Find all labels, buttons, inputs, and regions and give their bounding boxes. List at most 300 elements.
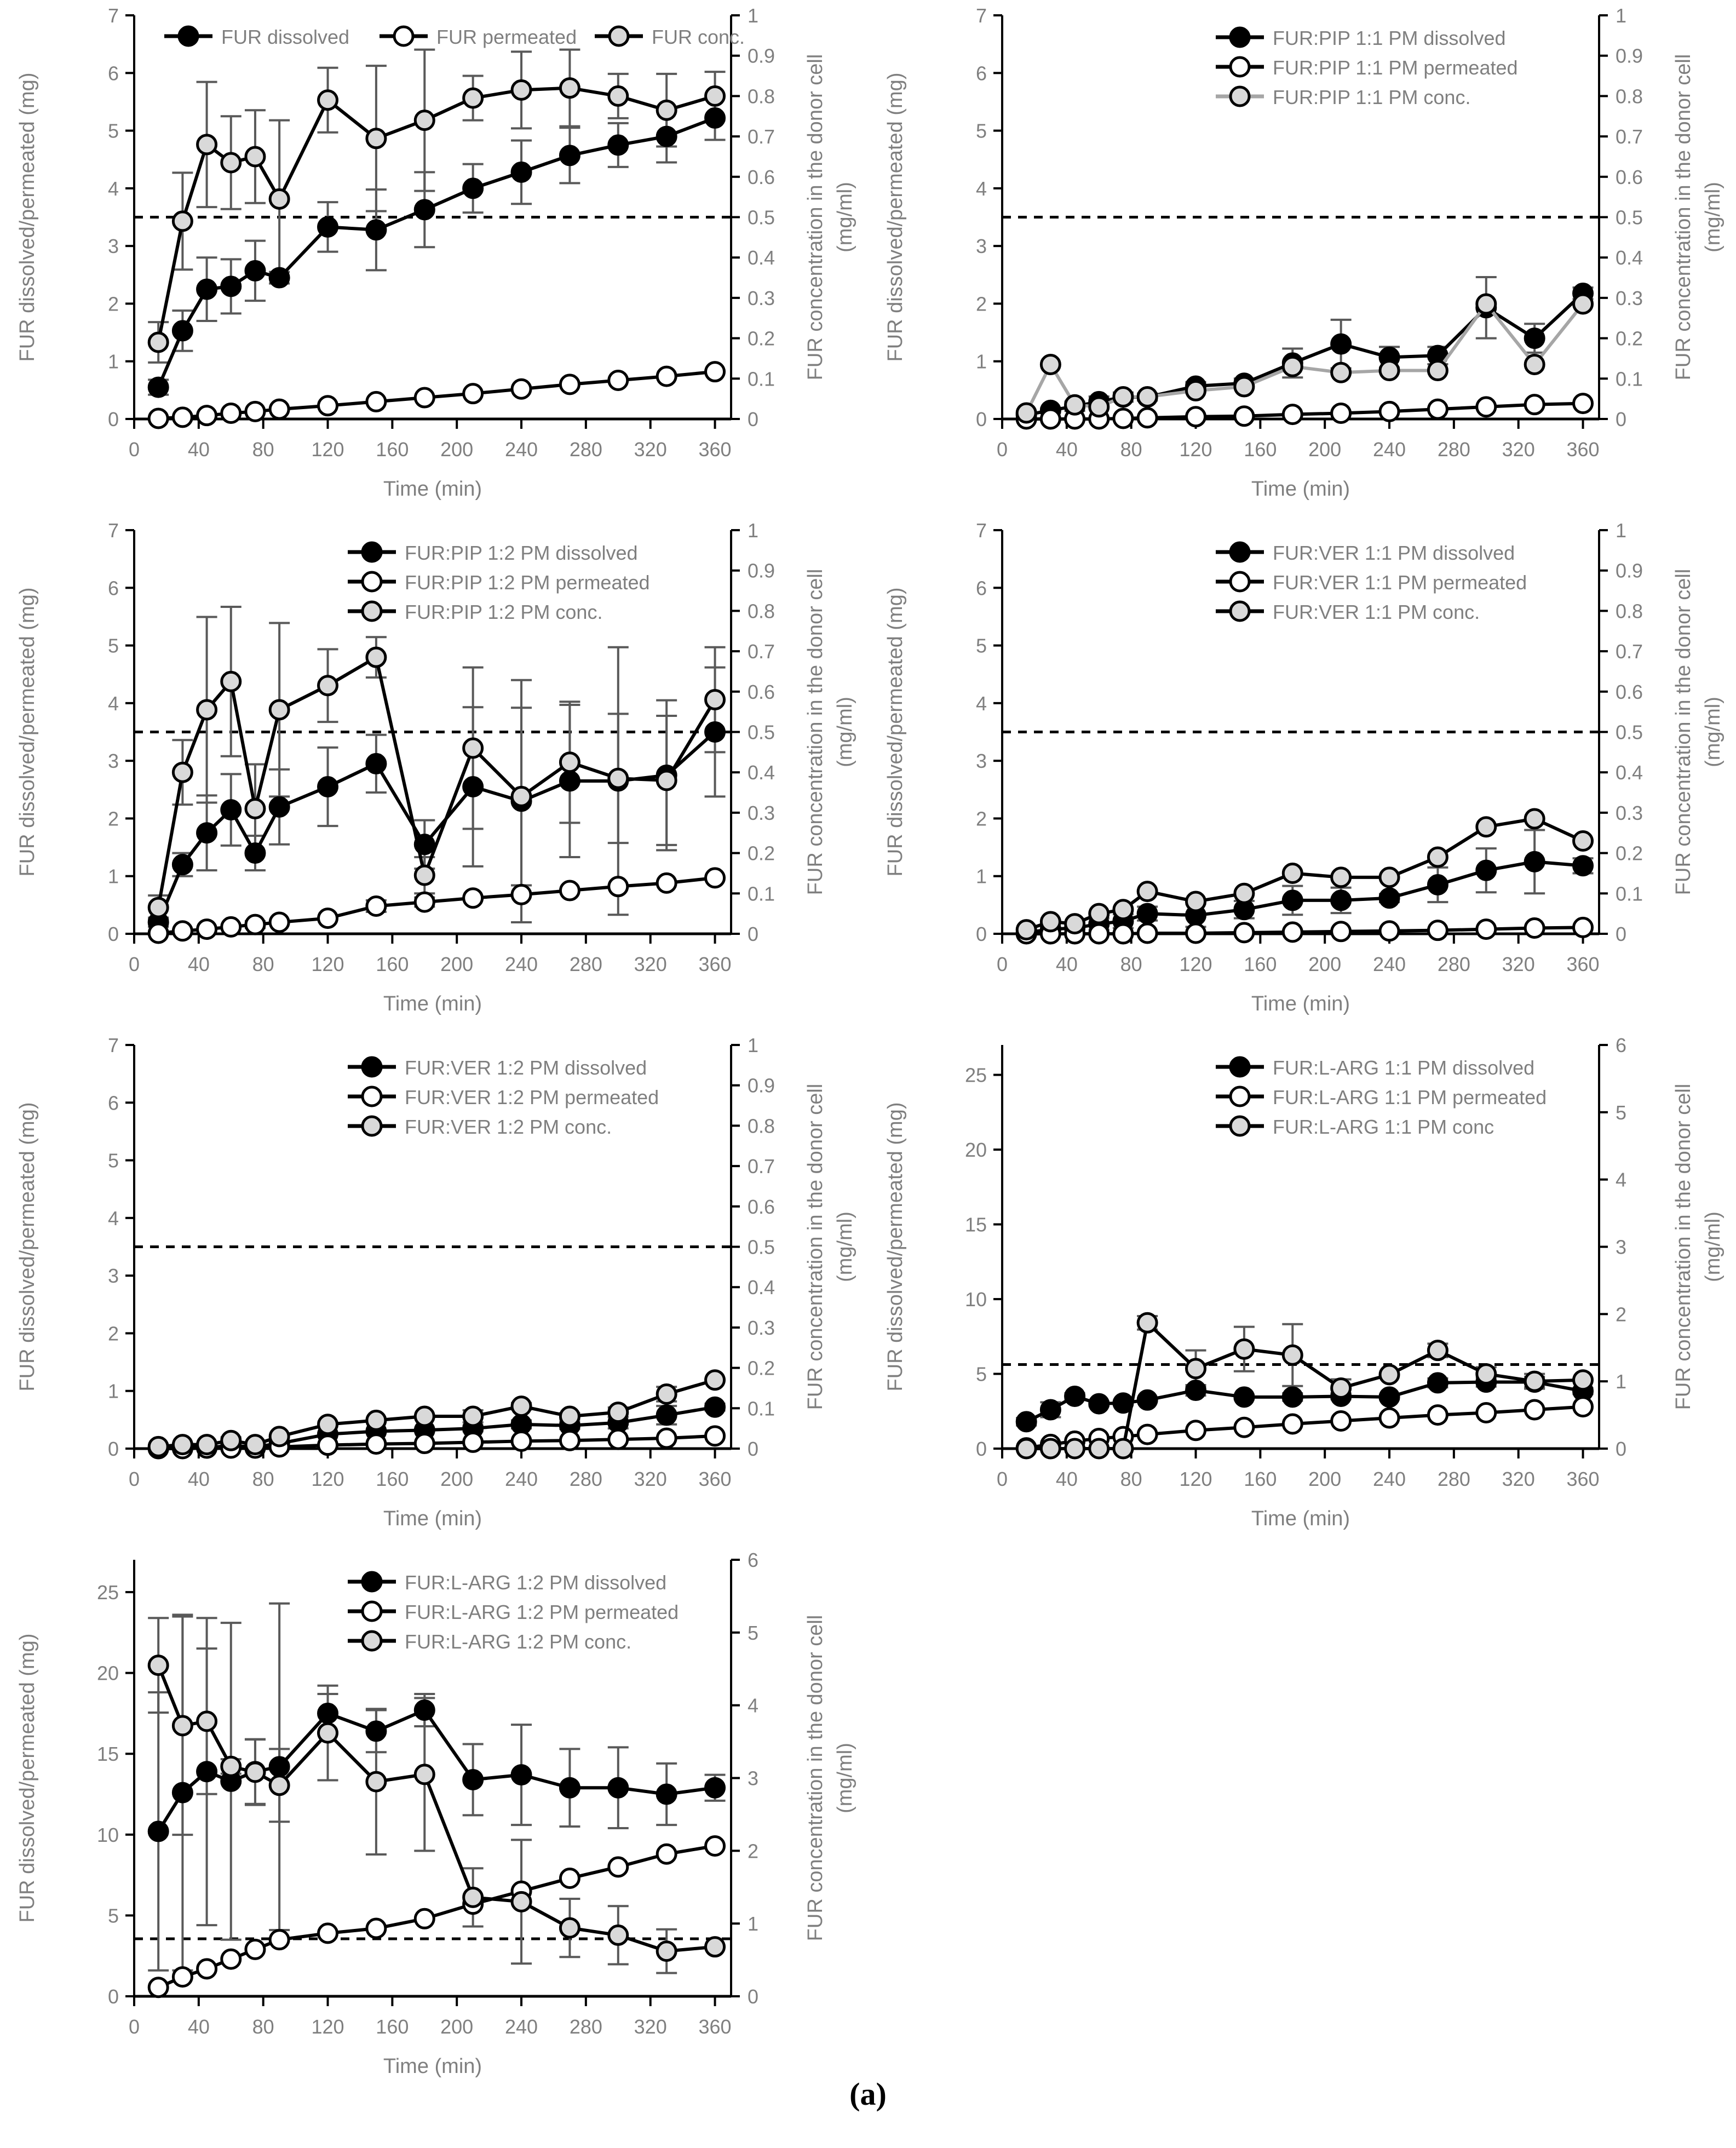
y2-tick-label: 0.6 bbox=[748, 680, 775, 703]
filled-circle-marker bbox=[657, 1785, 676, 1804]
open-circle-marker bbox=[1041, 410, 1060, 428]
open-circle-marker bbox=[367, 392, 386, 411]
gray-circle-marker bbox=[1114, 387, 1133, 406]
gray-circle-marker bbox=[1138, 882, 1157, 901]
y2-tick-label: 0.9 bbox=[748, 559, 775, 582]
gray-circle-marker bbox=[657, 101, 676, 119]
legend-label: FUR:PIP 1:1 PM permeated bbox=[1273, 56, 1518, 79]
filled-circle-marker bbox=[319, 778, 337, 796]
open-circle-marker bbox=[1090, 924, 1108, 943]
y2-tick-label: 0.1 bbox=[1616, 367, 1643, 390]
chart-fur-larg-1-1 bbox=[868, 1030, 1736, 1544]
chart-panel-fur-larg-1-2 bbox=[0, 1544, 868, 2081]
open-circle-marker bbox=[319, 397, 337, 415]
y2-tick-label: 1 bbox=[748, 519, 759, 542]
filled-circle-marker bbox=[1041, 1400, 1060, 1419]
y-tick-label: 3 bbox=[107, 1265, 119, 1288]
open-circle-marker bbox=[149, 924, 168, 943]
open-circle-marker bbox=[1187, 1421, 1205, 1440]
x-tick-label: 360 bbox=[1566, 438, 1600, 461]
open-circle-marker bbox=[149, 1978, 168, 1997]
x-tick-label: 40 bbox=[1055, 953, 1078, 975]
gray-circle-marker bbox=[609, 769, 628, 788]
gray-circle-marker bbox=[1090, 904, 1108, 923]
y2-tick-label: 0.3 bbox=[748, 286, 775, 309]
gray-circle-marker bbox=[1428, 1341, 1447, 1360]
x-tick-label: 80 bbox=[252, 953, 274, 975]
gray-circle-marker bbox=[1477, 818, 1496, 836]
x-tick-label: 0 bbox=[128, 1468, 140, 1490]
filled-circle-marker bbox=[1138, 904, 1157, 923]
series-line bbox=[158, 657, 715, 908]
y-tick-label: 5 bbox=[107, 634, 119, 657]
y2-tick-label: 6 bbox=[748, 1549, 759, 1571]
open-circle-marker bbox=[319, 1436, 337, 1455]
filled-circle-marker bbox=[367, 221, 386, 239]
filled-circle-marker bbox=[173, 321, 192, 340]
open-circle-marker bbox=[367, 1919, 386, 1938]
x-tick-label: 240 bbox=[1372, 1468, 1406, 1490]
y-tick-label: 5 bbox=[107, 119, 119, 142]
series-line bbox=[1026, 862, 1583, 933]
y2-tick-label: 0.6 bbox=[1616, 680, 1643, 703]
gray-circle-marker bbox=[1041, 1439, 1060, 1458]
y2-tick-label: 0.1 bbox=[748, 1397, 775, 1420]
y2-tick-label: 1 bbox=[748, 4, 759, 27]
x-tick-label: 0 bbox=[128, 438, 140, 461]
open-circle-marker bbox=[706, 1836, 725, 1855]
series-line bbox=[158, 878, 715, 933]
legend-label: FUR:PIP 1:1 PM dissolved bbox=[1273, 27, 1506, 49]
filled-circle-marker bbox=[1574, 857, 1593, 875]
open-circle-marker bbox=[1114, 924, 1133, 943]
filled-circle-marker bbox=[464, 179, 482, 198]
y2-tick-label: 2 bbox=[1616, 1303, 1627, 1326]
filled-circle-marker bbox=[149, 378, 168, 397]
x-tick-label: 320 bbox=[634, 2015, 667, 2038]
x-tick-label: 200 bbox=[1308, 1468, 1342, 1490]
open-circle-marker bbox=[1428, 921, 1447, 940]
y-tick-label: 7 bbox=[107, 1034, 119, 1056]
open-circle-marker bbox=[1574, 394, 1593, 413]
filled-circle-marker bbox=[149, 1822, 168, 1841]
open-circle-marker bbox=[270, 913, 289, 932]
x-tick-label: 80 bbox=[1120, 1468, 1142, 1490]
svg-text:(mg/ml): (mg/ml) bbox=[833, 697, 856, 767]
gray-circle-marker bbox=[1066, 395, 1084, 414]
filled-circle-marker bbox=[246, 844, 265, 863]
legend bbox=[1216, 27, 1518, 108]
y-tick-label: 0 bbox=[975, 1438, 987, 1460]
x-tick-label: 160 bbox=[1244, 1468, 1277, 1490]
gray-circle-marker bbox=[1041, 355, 1060, 374]
gray-circle-marker bbox=[1231, 87, 1249, 106]
x-tick-label: 200 bbox=[440, 953, 474, 975]
filled-circle-marker bbox=[706, 723, 725, 742]
y2-tick-label: 1 bbox=[1616, 1370, 1627, 1393]
y2-tick-label: 0.2 bbox=[748, 1357, 775, 1380]
open-circle-marker bbox=[560, 1431, 579, 1450]
open-circle-marker bbox=[1231, 58, 1249, 76]
y2-axis-title bbox=[804, 569, 856, 895]
y2-tick-label: 0.6 bbox=[1616, 165, 1643, 188]
gray-circle-marker bbox=[367, 129, 386, 148]
chart-panel-fur-pip-1-1 bbox=[868, 0, 1736, 515]
gray-circle-marker bbox=[610, 27, 628, 45]
gray-circle-marker bbox=[512, 81, 531, 99]
x-axis-title: Time (min) bbox=[1251, 478, 1350, 501]
filled-circle-marker bbox=[179, 27, 198, 45]
y2-tick-label: 4 bbox=[1616, 1168, 1627, 1191]
filled-circle-marker bbox=[198, 824, 216, 842]
figure-caption: (a) bbox=[849, 2076, 887, 2112]
legend bbox=[348, 1056, 659, 1138]
open-circle-marker bbox=[1332, 922, 1350, 941]
gray-circle-marker bbox=[609, 1926, 628, 1944]
y2-tick-label: 0.7 bbox=[1616, 125, 1643, 148]
legend-label: FUR:PIP 1:2 PM conc. bbox=[405, 601, 603, 623]
open-circle-marker bbox=[1235, 407, 1254, 426]
y2-tick-label: 6 bbox=[1616, 1034, 1627, 1056]
filled-circle-marker bbox=[1017, 1412, 1036, 1431]
gray-circle-marker bbox=[415, 1407, 434, 1426]
gray-circle-marker bbox=[560, 1407, 579, 1426]
gray-circle-marker bbox=[512, 1397, 531, 1416]
y-tick-label: 25 bbox=[96, 1581, 119, 1604]
chart-fur-larg-1-2 bbox=[0, 1544, 868, 2092]
x-tick-label: 0 bbox=[996, 953, 1008, 975]
chart-panel-fur-plain bbox=[0, 0, 868, 515]
open-circle-marker bbox=[464, 1433, 482, 1451]
svg-text:(mg/ml): (mg/ml) bbox=[833, 182, 856, 252]
y2-tick-label: 0.4 bbox=[1616, 246, 1643, 269]
y2-tick-label: 0.3 bbox=[748, 801, 775, 824]
y2-tick-label: 0.4 bbox=[748, 246, 775, 269]
y2-axis-title bbox=[804, 54, 856, 381]
y2-tick-label: 0.2 bbox=[1616, 842, 1643, 865]
x-tick-label: 360 bbox=[1566, 953, 1600, 975]
open-circle-marker bbox=[1380, 402, 1399, 421]
open-circle-marker bbox=[609, 1430, 628, 1449]
open-circle-marker bbox=[464, 384, 482, 403]
gray-circle-marker bbox=[246, 147, 265, 166]
svg-text:(mg/ml): (mg/ml) bbox=[1701, 1211, 1724, 1282]
open-circle-marker bbox=[560, 1869, 579, 1888]
y-axis-title: FUR dissolved/permeated (mg) bbox=[884, 587, 907, 877]
y-tick-label: 6 bbox=[107, 1092, 119, 1115]
y2-tick-label: 0.8 bbox=[1616, 600, 1643, 623]
y-tick-label: 2 bbox=[107, 807, 119, 830]
y-tick-label: 4 bbox=[975, 177, 987, 200]
series-2 bbox=[149, 648, 724, 917]
y2-tick-label: 0.7 bbox=[748, 125, 775, 148]
open-circle-marker bbox=[609, 877, 628, 896]
filled-circle-marker bbox=[222, 277, 240, 296]
chart-fur-pip-1-2 bbox=[0, 515, 868, 1030]
svg-text:FUR concentration in the donor: FUR concentration in the donor cell bbox=[1672, 54, 1695, 381]
open-circle-marker bbox=[464, 889, 482, 908]
y-tick-label: 4 bbox=[107, 177, 119, 200]
filled-circle-marker bbox=[706, 1778, 725, 1797]
open-circle-marker bbox=[1332, 1412, 1350, 1431]
y2-tick-label: 0.3 bbox=[1616, 801, 1643, 824]
legend-label: FUR:VER 1:1 PM permeated bbox=[1273, 571, 1527, 594]
y-axis-title: FUR dissolved/permeated (mg) bbox=[884, 72, 907, 362]
y-tick-label: 1 bbox=[107, 865, 119, 888]
filled-circle-marker bbox=[1066, 1387, 1084, 1405]
y-tick-label: 10 bbox=[96, 1823, 119, 1846]
y2-tick-label: 1 bbox=[1616, 4, 1627, 27]
gray-circle-marker bbox=[246, 1763, 265, 1782]
gray-circle-marker bbox=[1187, 381, 1205, 400]
filled-circle-marker bbox=[173, 1783, 192, 1802]
x-tick-label: 120 bbox=[311, 438, 344, 461]
y2-tick-label: 0.8 bbox=[1616, 85, 1643, 108]
open-circle-marker bbox=[1187, 924, 1205, 943]
filled-circle-marker bbox=[367, 1722, 386, 1741]
y-tick-label: 0 bbox=[107, 1985, 119, 2008]
gray-circle-marker bbox=[173, 763, 192, 782]
x-tick-label: 320 bbox=[1502, 953, 1535, 975]
open-circle-marker bbox=[1283, 923, 1302, 941]
gray-circle-marker bbox=[222, 153, 240, 172]
gray-circle-marker bbox=[1283, 357, 1302, 376]
gray-circle-marker bbox=[1525, 355, 1544, 374]
filled-circle-marker bbox=[1231, 543, 1249, 561]
filled-circle-marker bbox=[560, 146, 579, 165]
open-circle-marker bbox=[1525, 1400, 1544, 1419]
y2-tick-label: 0.5 bbox=[748, 206, 775, 229]
x-tick-label: 40 bbox=[1055, 1468, 1078, 1490]
filled-circle-marker bbox=[1090, 1394, 1108, 1413]
legend-label: FUR:PIP 1:2 PM permeated bbox=[405, 571, 650, 594]
gray-circle-marker bbox=[1283, 864, 1302, 882]
y2-tick-label: 0.4 bbox=[1616, 761, 1643, 784]
y2-axis-title bbox=[804, 1615, 856, 1942]
x-tick-label: 360 bbox=[1566, 1468, 1600, 1490]
y2-axis-title bbox=[804, 1084, 856, 1410]
x-tick-label: 320 bbox=[634, 953, 667, 975]
open-circle-marker bbox=[1525, 918, 1544, 937]
gray-circle-marker bbox=[1380, 868, 1399, 887]
x-tick-label: 360 bbox=[698, 1468, 732, 1490]
y-axis-title: FUR dissolved/permeated (mg) bbox=[16, 72, 39, 362]
series-1 bbox=[149, 869, 724, 943]
open-circle-marker bbox=[1138, 1425, 1157, 1444]
open-circle-marker bbox=[367, 897, 386, 915]
filled-circle-marker bbox=[706, 1398, 725, 1416]
x-tick-label: 120 bbox=[311, 953, 344, 975]
gray-circle-marker bbox=[1187, 892, 1205, 911]
gray-circle-marker bbox=[319, 1415, 337, 1434]
gray-circle-marker bbox=[415, 866, 434, 885]
gray-circle-marker bbox=[149, 1437, 168, 1456]
legend-label: FUR:L-ARG 1:1 PM conc bbox=[1273, 1116, 1494, 1138]
legend bbox=[164, 26, 745, 48]
legend-label: FUR:L-ARG 1:2 PM conc. bbox=[405, 1630, 632, 1653]
x-tick-label: 280 bbox=[1437, 953, 1470, 975]
gray-circle-marker bbox=[363, 602, 381, 621]
series-0 bbox=[149, 108, 724, 397]
y2-tick-label: 0.6 bbox=[748, 1195, 775, 1218]
x-tick-label: 240 bbox=[504, 438, 538, 461]
gray-circle-marker bbox=[1477, 1365, 1496, 1383]
gray-circle-marker bbox=[270, 700, 289, 719]
open-circle-marker bbox=[657, 1429, 676, 1448]
x-tick-label: 280 bbox=[1437, 438, 1470, 461]
gray-circle-marker bbox=[1138, 387, 1157, 406]
gray-circle-marker bbox=[609, 1403, 628, 1422]
gray-circle-marker bbox=[706, 87, 725, 105]
y-tick-label: 2 bbox=[107, 1322, 119, 1345]
gray-circle-marker bbox=[657, 1385, 676, 1404]
y2-axis-title bbox=[1672, 569, 1724, 895]
y-tick-label: 2 bbox=[107, 292, 119, 315]
x-tick-label: 0 bbox=[128, 2015, 140, 2038]
gray-circle-marker bbox=[246, 1435, 265, 1454]
legend-label: FUR:PIP 1:1 PM conc. bbox=[1273, 86, 1471, 108]
y2-tick-label: 5 bbox=[1616, 1101, 1627, 1124]
open-circle-marker bbox=[246, 1940, 265, 1959]
x-tick-label: 40 bbox=[187, 1468, 210, 1490]
y2-tick-label: 0.6 bbox=[748, 165, 775, 188]
y2-tick-label: 0 bbox=[748, 1985, 759, 2008]
legend-label: FUR:VER 1:1 PM conc. bbox=[1273, 601, 1480, 623]
svg-text:FUR concentration in the donor: FUR concentration in the donor cell bbox=[1672, 568, 1695, 895]
legend-label: FUR permeated bbox=[436, 26, 577, 48]
series-line bbox=[158, 88, 715, 342]
open-circle-marker bbox=[270, 1931, 289, 1949]
y-tick-label: 15 bbox=[964, 1213, 987, 1236]
y-tick-label: 1 bbox=[107, 350, 119, 373]
series-2 bbox=[149, 79, 724, 352]
gray-circle-marker bbox=[1428, 848, 1447, 866]
y2-tick-label: 0.2 bbox=[748, 327, 775, 350]
open-circle-marker bbox=[1138, 409, 1157, 427]
x-tick-label: 0 bbox=[996, 438, 1008, 461]
open-circle-marker bbox=[512, 1432, 531, 1450]
open-circle-marker bbox=[560, 375, 579, 394]
x-tick-label: 240 bbox=[504, 1468, 538, 1490]
filled-circle-marker bbox=[222, 801, 240, 819]
x-tick-label: 240 bbox=[1372, 438, 1406, 461]
filled-circle-marker bbox=[1283, 1388, 1302, 1406]
open-circle-marker bbox=[512, 885, 531, 904]
y2-tick-label: 1 bbox=[1616, 519, 1627, 542]
svg-text:(mg/ml): (mg/ml) bbox=[833, 1743, 856, 1813]
gray-circle-marker bbox=[319, 1724, 337, 1742]
gray-circle-marker bbox=[1525, 809, 1544, 828]
legend-label: FUR:VER 1:2 PM permeated bbox=[405, 1086, 659, 1109]
gray-circle-marker bbox=[609, 87, 628, 105]
gray-circle-marker bbox=[319, 676, 337, 695]
error-bars bbox=[148, 607, 725, 928]
filled-circle-marker bbox=[1428, 876, 1447, 894]
y-tick-label: 1 bbox=[107, 1380, 119, 1403]
open-circle-marker bbox=[1477, 1403, 1496, 1422]
series-line bbox=[158, 1846, 715, 1987]
y-tick-label: 0 bbox=[975, 408, 987, 430]
y-tick-label: 3 bbox=[975, 750, 987, 773]
gray-circle-marker bbox=[657, 771, 676, 790]
filled-circle-marker bbox=[464, 1770, 482, 1789]
x-tick-label: 200 bbox=[1308, 953, 1342, 975]
filled-circle-marker bbox=[270, 268, 289, 287]
gray-circle-marker bbox=[1066, 1439, 1084, 1458]
open-circle-marker bbox=[657, 1845, 676, 1863]
gray-circle-marker bbox=[415, 1765, 434, 1784]
y2-tick-label: 0.1 bbox=[1616, 882, 1643, 905]
x-axis-title: Time (min) bbox=[383, 992, 482, 1015]
open-circle-marker bbox=[363, 1602, 381, 1621]
gray-circle-marker bbox=[1235, 377, 1254, 396]
svg-text:FUR concentration in the donor: FUR concentration in the donor cell bbox=[804, 1615, 827, 1942]
open-circle-marker bbox=[1525, 395, 1544, 414]
x-tick-label: 0 bbox=[996, 1468, 1008, 1490]
y2-tick-label: 4 bbox=[748, 1694, 759, 1717]
filled-circle-marker bbox=[246, 261, 265, 280]
gray-circle-marker bbox=[1187, 1359, 1205, 1378]
gray-circle-marker bbox=[1332, 1379, 1350, 1397]
y2-tick-label: 1 bbox=[748, 1912, 759, 1936]
gray-circle-marker bbox=[198, 1435, 216, 1454]
series-line bbox=[1026, 293, 1583, 415]
x-tick-label: 200 bbox=[440, 1468, 474, 1490]
legend-label: FUR:VER 1:2 PM dissolved bbox=[405, 1056, 647, 1079]
open-circle-marker bbox=[1332, 404, 1350, 422]
filled-circle-marker bbox=[1332, 891, 1350, 910]
x-tick-label: 80 bbox=[252, 438, 274, 461]
y2-tick-label: 5 bbox=[748, 1621, 759, 1644]
y-tick-label: 6 bbox=[975, 62, 987, 85]
gray-circle-marker bbox=[149, 1656, 168, 1675]
open-circle-marker bbox=[319, 909, 337, 928]
gray-circle-marker bbox=[464, 89, 482, 107]
y-tick-label: 25 bbox=[964, 1064, 987, 1087]
series-line bbox=[158, 732, 715, 922]
x-tick-label: 120 bbox=[1179, 438, 1212, 461]
y-tick-label: 0 bbox=[975, 923, 987, 945]
gray-circle-marker bbox=[222, 1431, 240, 1450]
gray-circle-marker bbox=[173, 1716, 192, 1735]
gray-circle-marker bbox=[1090, 1439, 1108, 1458]
open-circle-marker bbox=[198, 920, 216, 939]
series-line bbox=[1026, 1382, 1583, 1422]
gray-circle-marker bbox=[1574, 295, 1593, 313]
gray-circle-marker bbox=[1231, 602, 1249, 621]
open-circle-marker bbox=[1428, 400, 1447, 418]
x-tick-label: 40 bbox=[187, 438, 210, 461]
svg-text:FUR concentration in the donor: FUR concentration in the donor cell bbox=[804, 568, 827, 895]
gray-circle-marker bbox=[560, 753, 579, 772]
gray-circle-marker bbox=[512, 1892, 531, 1911]
open-circle-marker bbox=[1283, 1415, 1302, 1433]
gray-circle-marker bbox=[1525, 1372, 1544, 1391]
gray-circle-marker bbox=[246, 800, 265, 818]
filled-circle-marker bbox=[415, 1701, 434, 1720]
y-tick-label: 20 bbox=[96, 1662, 119, 1685]
x-tick-label: 160 bbox=[376, 2015, 409, 2038]
open-circle-marker bbox=[319, 1924, 337, 1943]
series-1 bbox=[149, 1836, 724, 1996]
chart-fur-ver-1-1 bbox=[868, 515, 1736, 1030]
x-tick-label: 360 bbox=[698, 953, 732, 975]
y2-tick-label: 0.1 bbox=[748, 882, 775, 905]
x-tick-label: 40 bbox=[187, 953, 210, 975]
svg-text:(mg/ml): (mg/ml) bbox=[1701, 697, 1724, 767]
gray-circle-marker bbox=[464, 739, 482, 757]
x-tick-label: 280 bbox=[1437, 1468, 1470, 1490]
